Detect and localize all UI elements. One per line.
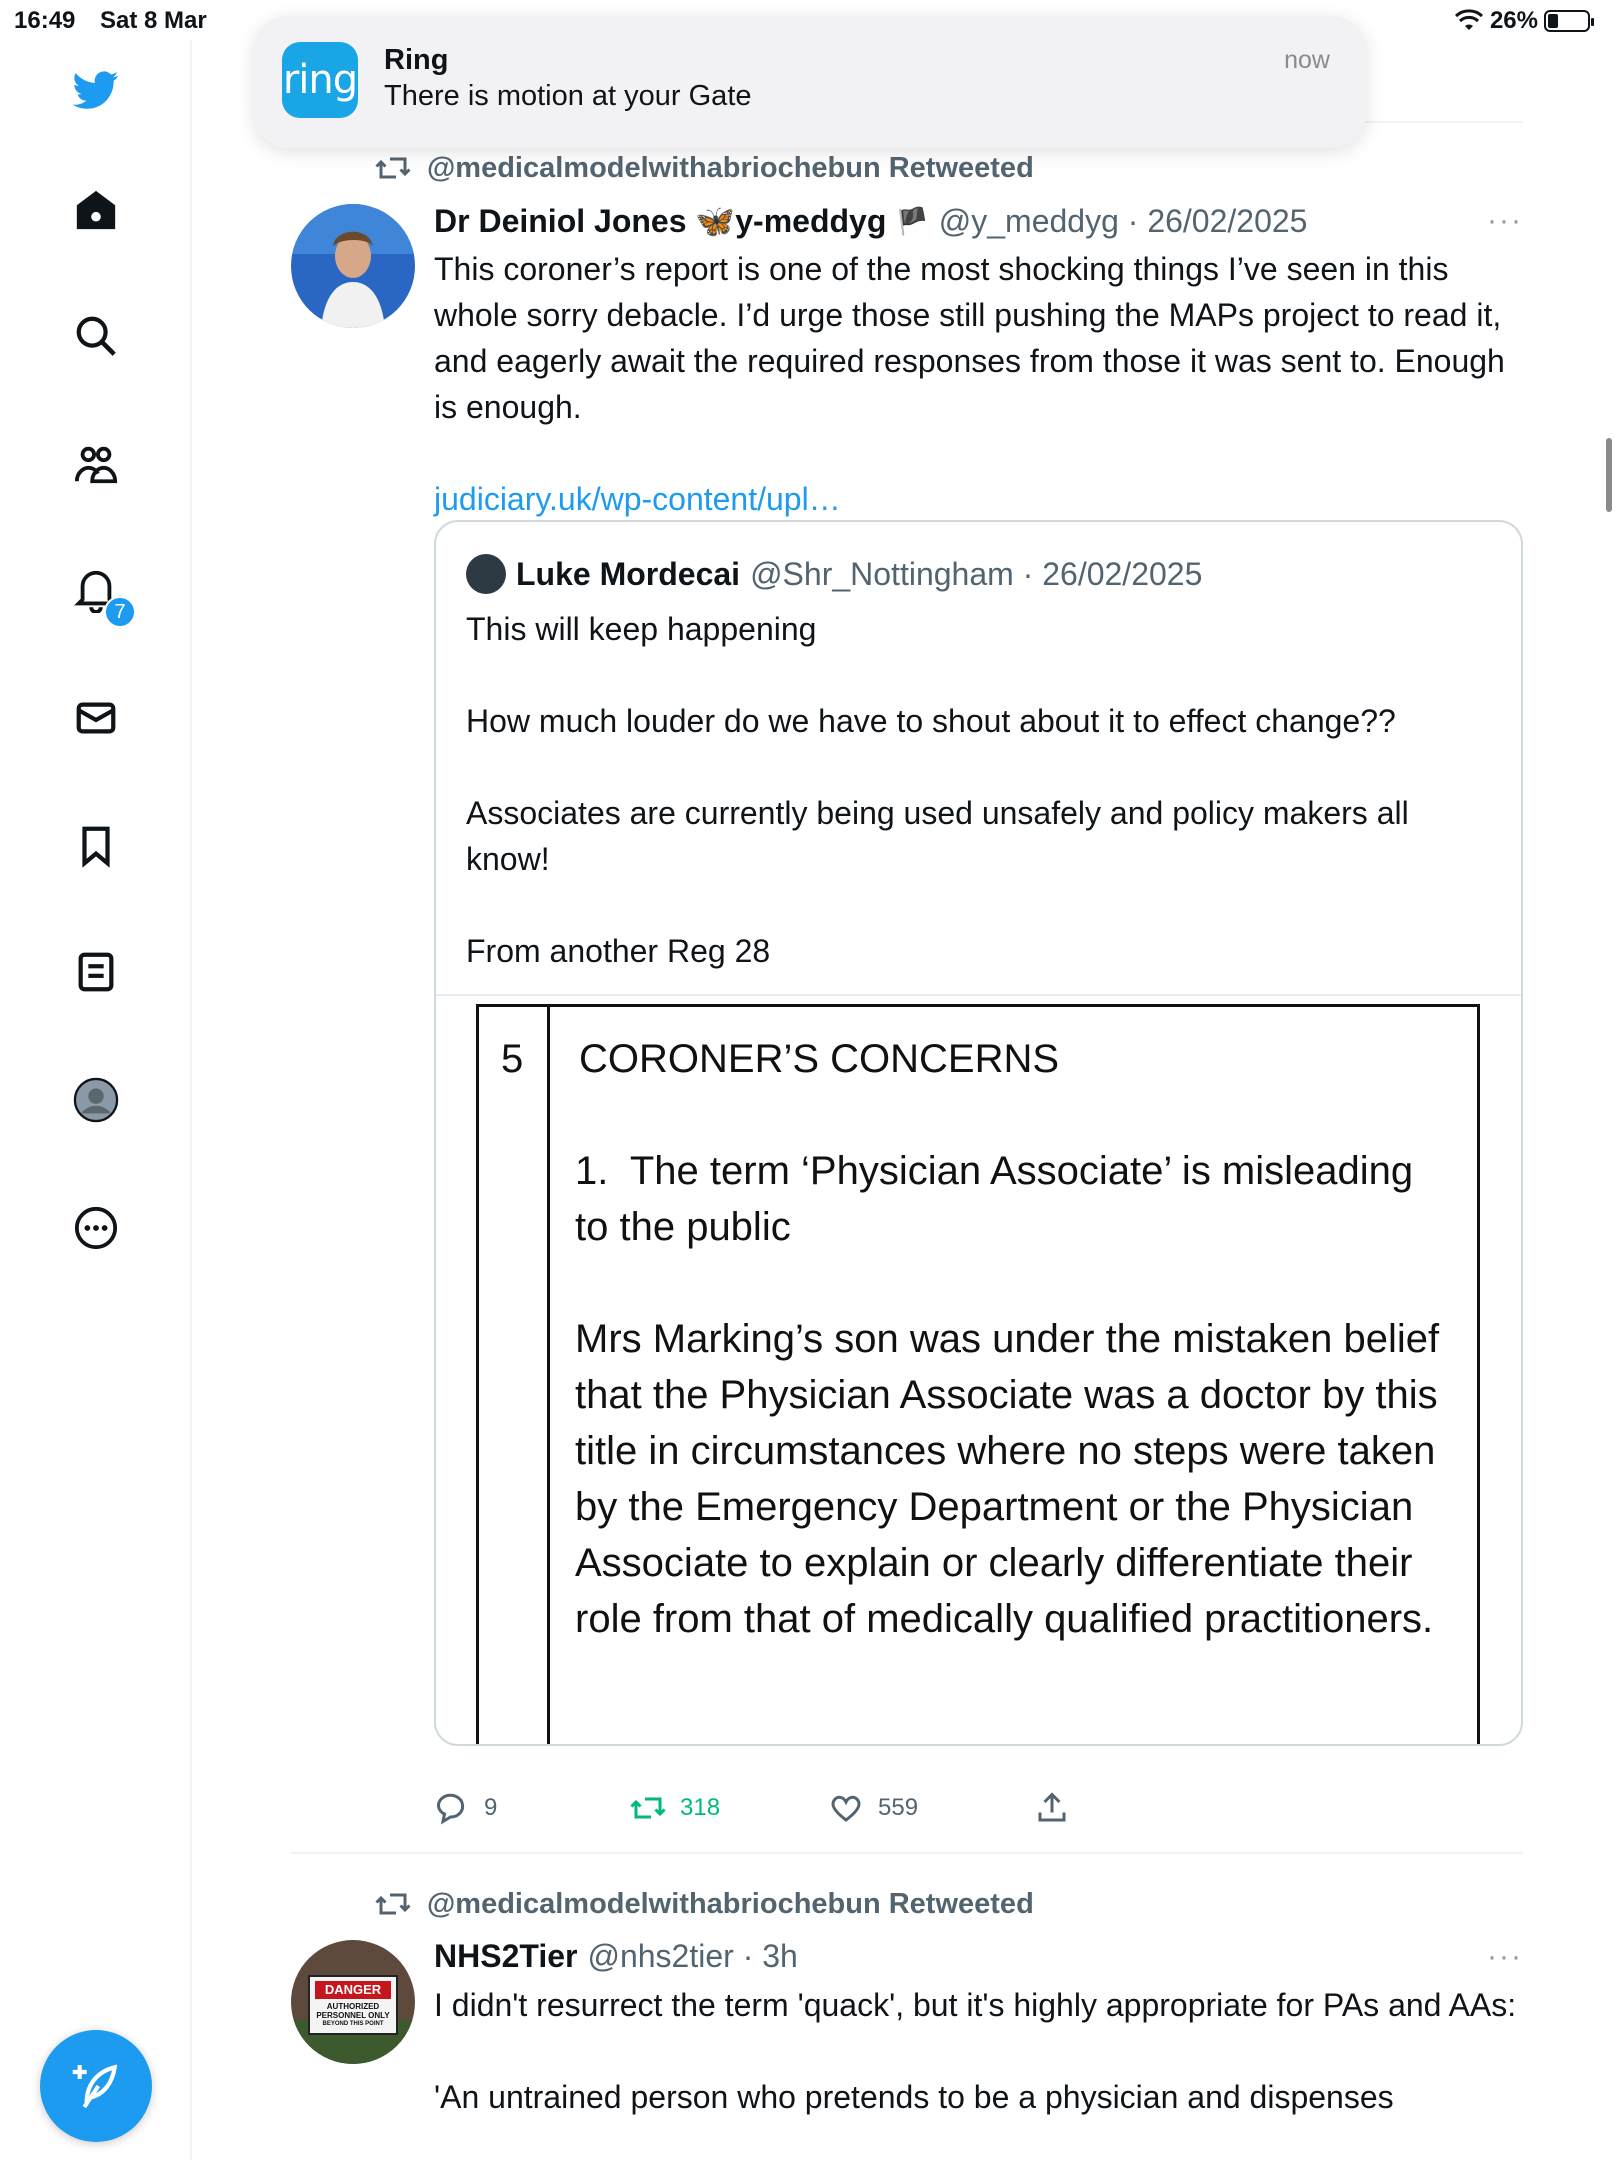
retweeted-by-text: @medicalmodelwithabriochebun Retweeted bbox=[427, 151, 1034, 184]
retweet-count: 318 bbox=[680, 1794, 721, 1821]
tweet[interactable] bbox=[291, 1886, 1523, 2160]
tweet-more-button[interactable]: ··· bbox=[1487, 1940, 1523, 1973]
author-name[interactable]: Dr Deiniol Jones 🦋y-meddyg bbox=[434, 203, 887, 239]
danger-sign-line: PERSONNEL ONLY bbox=[316, 2011, 390, 2020]
tweet-divider bbox=[291, 1852, 1523, 1854]
lists-icon[interactable] bbox=[70, 946, 122, 998]
retweeted-by-text: @medicalmodelwithabriochebun Retweeted bbox=[427, 1887, 1034, 1920]
retweet-context bbox=[375, 1886, 1034, 1922]
home-icon[interactable] bbox=[70, 184, 122, 236]
share-button[interactable] bbox=[1034, 1790, 1070, 1826]
like-button[interactable] bbox=[828, 1790, 918, 1826]
ring-notification[interactable] bbox=[254, 16, 1366, 148]
avatar[interactable] bbox=[291, 204, 415, 328]
battery-icon bbox=[1544, 10, 1590, 32]
notification-title: Ring bbox=[384, 44, 449, 76]
compose-button[interactable] bbox=[40, 2030, 152, 2142]
retweet-icon bbox=[630, 1790, 666, 1826]
quoted-tweet[interactable] bbox=[434, 520, 1523, 1746]
retweet-context bbox=[375, 150, 1034, 186]
quote-image[interactable] bbox=[436, 994, 1523, 1746]
author-handle[interactable]: @nhs2tier · 3h bbox=[587, 1938, 798, 1974]
like-count: 559 bbox=[878, 1794, 919, 1821]
retweet-icon bbox=[375, 150, 411, 186]
reply-count: 9 bbox=[484, 1794, 498, 1821]
quote-avatar[interactable] bbox=[466, 554, 506, 594]
quote-text: This will keep happening How much louder do we have to shout about it to effect change?? Associates are currently being used unsafely and policy makers all know! From another Reg 28 bbox=[466, 611, 1409, 969]
author-name[interactable]: NHS2Tier bbox=[434, 1938, 578, 1974]
danger-sign-title: DANGER bbox=[324, 1982, 382, 1997]
retweet-button[interactable] bbox=[630, 1790, 720, 1826]
ring-app-icon: ring bbox=[282, 42, 358, 118]
document-column-divider bbox=[547, 1007, 550, 1746]
status-time: 16:49 bbox=[14, 7, 76, 34]
quote-author-name[interactable]: Luke Mordecai bbox=[516, 555, 741, 592]
notification-message: There is motion at your Gate bbox=[384, 80, 752, 112]
wifi-icon bbox=[1454, 9, 1484, 33]
share-icon bbox=[1034, 1790, 1070, 1826]
reply-icon bbox=[434, 1790, 470, 1826]
reply-button[interactable] bbox=[434, 1790, 497, 1826]
heart-icon bbox=[828, 1790, 864, 1826]
status-right bbox=[1454, 7, 1590, 35]
notification-count-badge: 7 bbox=[104, 596, 136, 628]
document-body: 1. The term ‘Physician Associate’ is misleading to the public Mrs Marking’s son was under the mistaken belief that the Physician Associate was a doctor by this title in circumstances where no steps were taken by the Emergency Department or the Physician Associate to explain or clearly differentiate their role from that of medically qualified practitioners. bbox=[575, 1149, 1440, 1641]
scrollbar[interactable] bbox=[1606, 438, 1612, 512]
sidebar bbox=[0, 40, 192, 2160]
quote-header bbox=[466, 554, 1202, 594]
tweet-more-button[interactable]: ··· bbox=[1487, 204, 1523, 237]
search-icon[interactable] bbox=[70, 310, 122, 362]
wales-flag-icon: 🏴 bbox=[896, 205, 929, 236]
tweet-link[interactable]: judiciary.uk/wp-content/upl… bbox=[434, 481, 841, 517]
danger-sign-line: AUTHORIZED bbox=[326, 2002, 380, 2011]
status-date: Sat 8 Mar bbox=[100, 7, 207, 34]
battery-percent: 26% bbox=[1489, 7, 1538, 34]
more-icon[interactable] bbox=[70, 1202, 122, 1254]
bookmarks-icon[interactable] bbox=[70, 820, 122, 872]
tweet-header bbox=[434, 202, 1307, 240]
danger-sign-line: BEYOND THIS POINT bbox=[322, 2021, 384, 2027]
document-section-number: 5 bbox=[501, 1037, 524, 1081]
avatar[interactable] bbox=[291, 1940, 415, 2064]
communities-icon[interactable] bbox=[70, 438, 122, 490]
quote-author-handle[interactable]: @Shr_Nottingham · 26/02/2025 bbox=[750, 555, 1203, 592]
profile-icon[interactable] bbox=[70, 1074, 122, 1126]
document-frame bbox=[476, 1004, 1480, 1746]
messages-icon[interactable] bbox=[70, 692, 122, 744]
tweet-actions bbox=[434, 1790, 1134, 1830]
author-handle[interactable]: @y_meddyg · 26/02/2025 bbox=[938, 202, 1308, 239]
compose-icon bbox=[68, 2058, 124, 2114]
twitter-logo-icon[interactable] bbox=[70, 64, 122, 116]
document-heading: CORONER’S CONCERNS bbox=[579, 1037, 1060, 1081]
tweet-text: This coroner’s report is one of the most shocking things I’ve seen in this whole sorry debacle. I’d urge those still pushing the MAPs project to read it, and eagerly await the required responses from those it was sent to. Enough is enough. bbox=[434, 251, 1514, 425]
tweet-text: I didn't resurrect the term 'quack', but it's highly appropriate for PAs and AAs: 'An untrained person who pretends to be a physician and dispenses bbox=[434, 1987, 1517, 2115]
notification-time: now bbox=[1284, 46, 1330, 74]
tweet[interactable] bbox=[291, 150, 1523, 1850]
retweet-icon bbox=[375, 1886, 411, 1922]
tweet-header bbox=[434, 1938, 798, 1975]
